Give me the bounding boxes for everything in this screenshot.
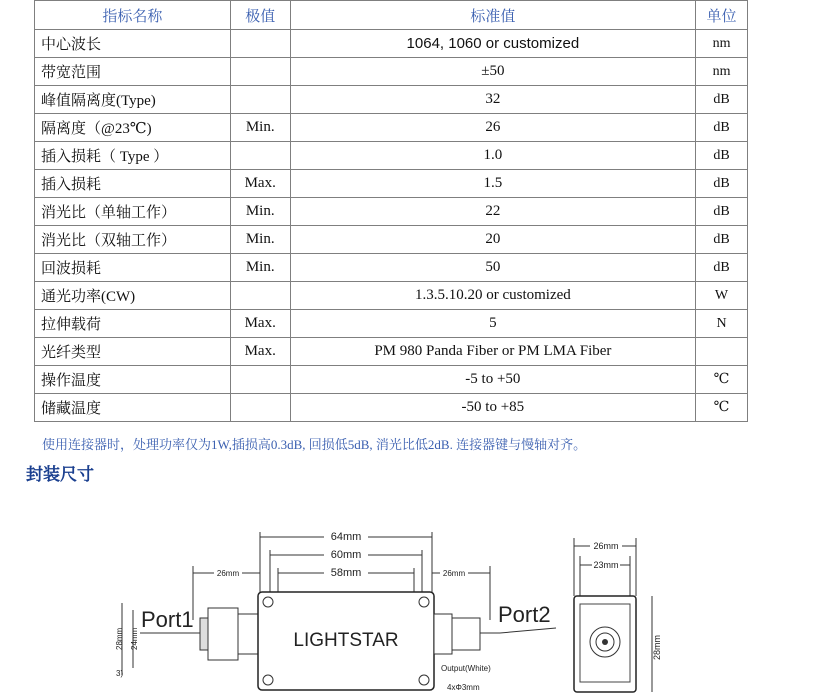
header-name: 指标名称 — [35, 1, 231, 30]
param-unit: dB — [696, 142, 748, 170]
param-unit: dB — [696, 226, 748, 254]
screw-label: 4xΦ3mm — [447, 683, 480, 692]
param-name: 光纤类型 — [35, 338, 231, 366]
param-value: PM 980 Panda Fiber or PM LMA Fiber — [290, 338, 695, 366]
param-value: 22 — [290, 198, 695, 226]
package-dimension-drawing — [0, 500, 824, 698]
table-row — [35, 310, 748, 338]
table-row — [35, 366, 748, 394]
header-standard: 标准值 — [290, 1, 695, 30]
param-name: 储藏温度 — [35, 394, 231, 422]
param-limit: Min. — [230, 114, 290, 142]
param-unit: dB — [696, 198, 748, 226]
param-limit — [230, 58, 290, 86]
param-unit: dB — [696, 114, 748, 142]
table-row — [35, 226, 748, 254]
param-unit: W — [696, 282, 748, 310]
param-name: 插入损耗 — [35, 170, 231, 198]
param-limit: Max. — [230, 338, 290, 366]
table-row — [35, 114, 748, 142]
param-limit: Max. — [230, 310, 290, 338]
brand-label: LIGHTSTAR — [293, 630, 399, 651]
param-name: 峰值隔离度(Type) — [35, 86, 231, 114]
param-unit: dB — [696, 170, 748, 198]
param-value: -50 to +85 — [290, 394, 695, 422]
table-row — [35, 254, 748, 282]
param-limit — [230, 282, 290, 310]
param-value: 32 — [290, 86, 695, 114]
param-value: 26 — [290, 114, 695, 142]
param-unit — [696, 338, 748, 366]
param-value: 1.5 — [290, 170, 695, 198]
table-row — [35, 394, 748, 422]
param-limit — [230, 366, 290, 394]
table-row — [35, 58, 748, 86]
table-row — [35, 86, 748, 114]
param-limit — [230, 30, 290, 58]
param-name: 消光比（双轴工作） — [35, 226, 231, 254]
section-title-package-dimensions: 封装尺寸 — [26, 465, 94, 485]
dim-26mm-right: 26mm — [442, 569, 466, 578]
output-label: Output(White) — [441, 664, 491, 673]
spec-table — [34, 0, 748, 422]
param-unit: dB — [696, 254, 748, 282]
param-value: 5 — [290, 310, 695, 338]
table-row — [35, 282, 748, 310]
port1-label: Port1 — [141, 607, 194, 632]
param-unit: ℃ — [696, 394, 748, 422]
param-name: 插入损耗（ Type ） — [35, 142, 231, 170]
header-unit: 单位 — [696, 1, 748, 30]
dim-28mm-left: 28mm — [115, 627, 124, 650]
table-row — [35, 198, 748, 226]
param-limit: Min. — [230, 254, 290, 282]
param-name: 中心波长 — [35, 30, 231, 58]
param-name: 隔离度（@23℃) — [35, 114, 231, 142]
param-limit: Min. — [230, 198, 290, 226]
param-value: 1.3.5.10.20 or customized — [290, 282, 695, 310]
dim-60mm: 60mm — [330, 549, 362, 561]
param-value: ±50 — [290, 58, 695, 86]
dim-58mm: 58mm — [330, 567, 362, 579]
table-row — [35, 30, 748, 58]
table-row — [35, 170, 748, 198]
param-unit: nm — [696, 30, 748, 58]
table-row — [35, 338, 748, 366]
param-limit — [230, 142, 290, 170]
param-value: -5 to +50 — [290, 366, 695, 394]
param-value: 50 — [290, 254, 695, 282]
dim-24mm-left: 24mm — [130, 627, 139, 650]
param-limit — [230, 86, 290, 114]
param-name: 带宽范围 — [35, 58, 231, 86]
param-unit: ℃ — [696, 366, 748, 394]
dim-26mm-left: 26mm — [216, 569, 240, 578]
port2-label: Port2 — [498, 602, 551, 627]
param-limit: Max. — [230, 170, 290, 198]
param-unit: dB — [696, 86, 748, 114]
table-row — [35, 142, 748, 170]
header-limit: 极值 — [230, 1, 290, 30]
connector-note: 使用连接器时，处理功率仅为1W,插损高0.3dB, 回损低5dB, 消光比低2dB. 连接器键与慢轴对齐。 — [42, 437, 587, 452]
param-name: 回波损耗 — [35, 254, 231, 282]
side-dim-26mm: 26mm — [593, 541, 619, 551]
dim-64mm: 64mm — [330, 531, 362, 543]
param-unit: nm — [696, 58, 748, 86]
param-name: 消光比（单轴工作） — [35, 198, 231, 226]
corner-mark: 3) — [116, 669, 124, 678]
param-name: 操作温度 — [35, 366, 231, 394]
param-limit: Min. — [230, 226, 290, 254]
side-dim-23mm: 23mm — [593, 560, 619, 570]
param-name: 拉伸载荷 — [35, 310, 231, 338]
param-name: 通光功率(CW) — [35, 282, 231, 310]
param-value: 1.0 — [290, 142, 695, 170]
param-limit — [230, 394, 290, 422]
param-value: 1064, 1060 or customized — [290, 30, 695, 58]
table-header-row — [35, 1, 748, 30]
param-value: 20 — [290, 226, 695, 254]
side-dim-28mm: 28mm — [652, 634, 662, 660]
param-unit: N — [696, 310, 748, 338]
